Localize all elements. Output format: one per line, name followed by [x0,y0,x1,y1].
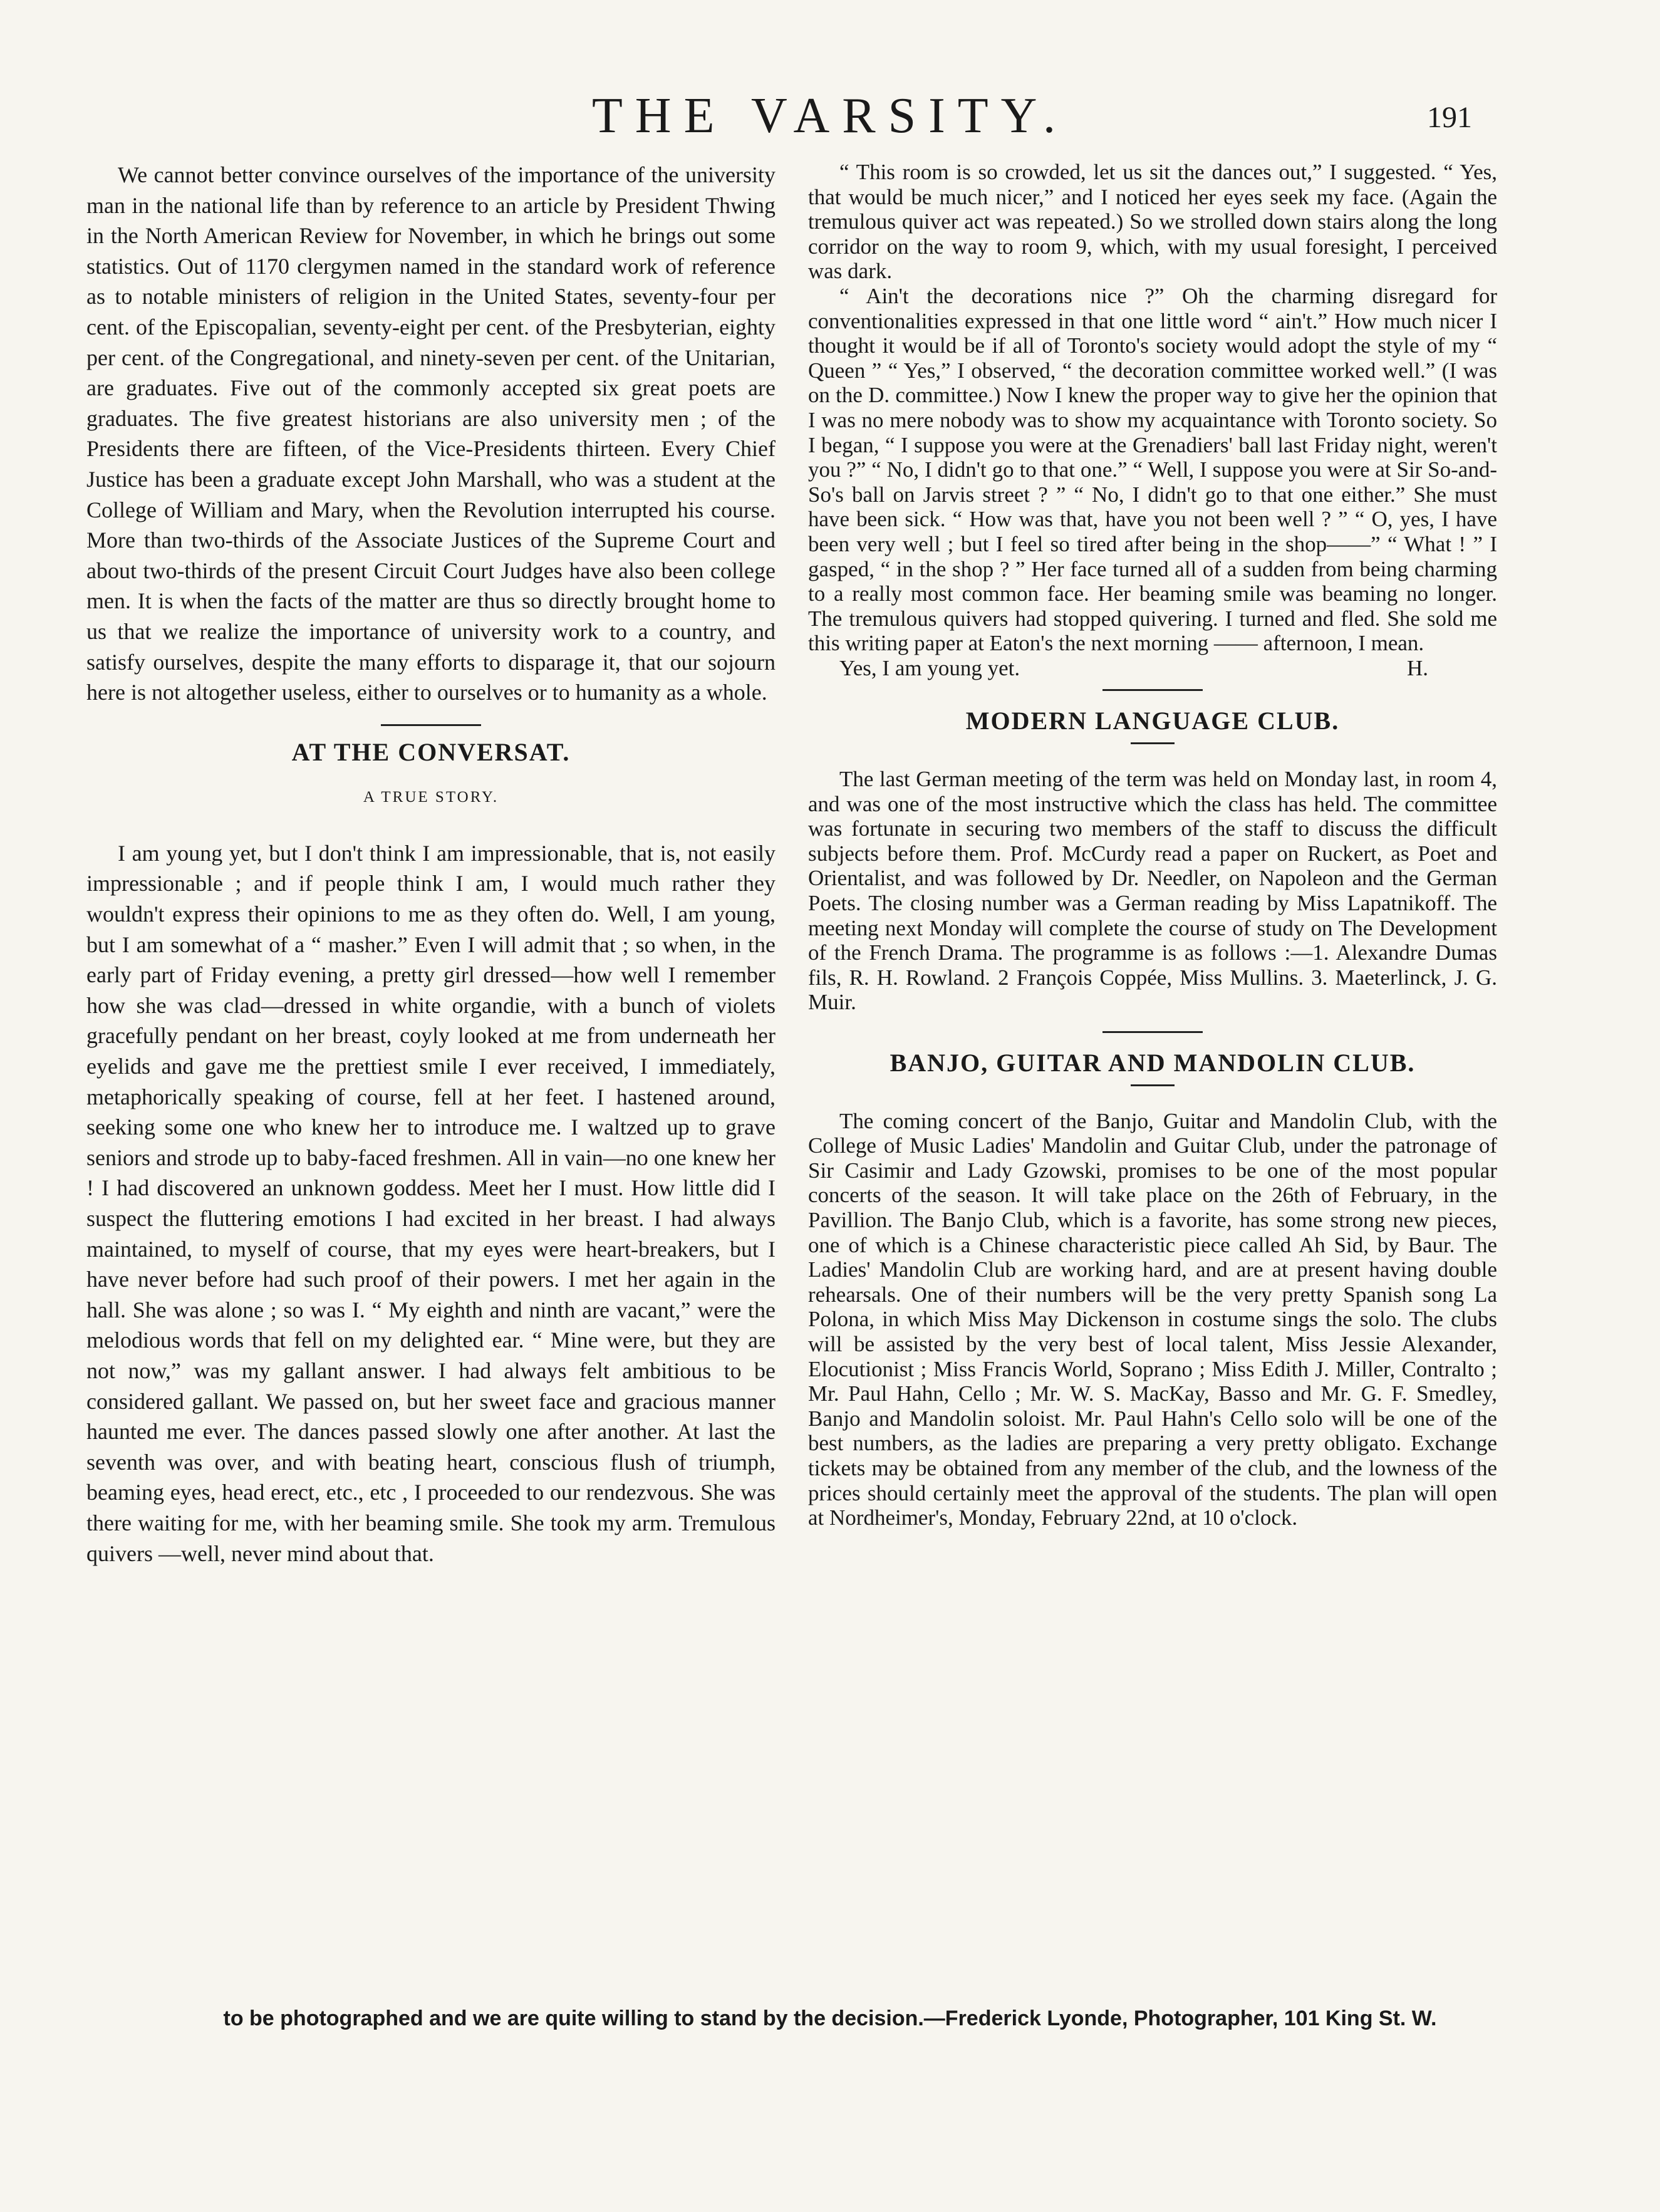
left-column [86,160,776,1569]
story-continuation-2: “ Ain't the decorations nice ?” Oh the charming disregard for conventionalities expressed in that one little word “ ain't.” How much nicer I thought it would be if all of Toronto's society would adopt the style of my “ Queen ” “ Yes,” I observed, “ the decoration committee worked well.” (I was on the D. committee.) Now I knew the proper way to give her the opinion that I was no mere nobody was to show my acquaintance with Toronto society. So I began, “ I suppose you were at the Grenadiers' ball last Friday night, weren't you ?” “ No, I didn't go to that one.” “ Well, I suppose you were at Sir So-and-So's ball on Jarvis street ? ” “ No, I didn't go to that one either.” She must have been sick. “ How was that, have you not been well ? ” “ O, yes, I have been very well ; but I feel so tired after being in the shop——” “ What ! ” I gasped, “ in the shop ? ” Her face turned all of a sudden from being charming to a really most common face. Her beaming smile was beaming no longer. The tremulous quivers had stopped quivering. I turned and fled. She sold me this writing paper at Eaton's the next morning —— afternoon, I mean. [808,283,1497,656]
section-divider [1102,1031,1203,1033]
story-title: AT THE CONVERSAT. [291,737,571,766]
banjo-club-paragraph: The coming concert of the Banjo, Guitar and Mandolin Club, with the College of Music Ladies' Mandolin and Guitar Club, under the patronage of Sir Casimir and Lady Gzowski, promises to be one of the most popular concerts of the season. It will take place on the 26th of February, in the Pavillion. The Banjo Club, which is a favorite, has some strong new pieces, one of which is a Chinese characteristic piece called Ah Sid, by Baur. The Ladies' Mandolin Club are working hard, and are at present having double rehearsals. One of their numbers will be the very pretty Spanish song La Polona, in which Miss May Dickenson in costume sings the solo. The clubs will be assisted by the very best of local talent, Miss Jessie Alexander, Elocutionist ; Miss Francis World, Soprano ; Miss Edith J. Miller, Contralto ; Mr. Paul Hahn, Cello ; Mr. W. S. MacKay, Basso and Mr. G. F. Smedley, Banjo and Mandolin soloist. Mr. Paul Hahn's Cello solo will be one of the best numbers, as the ladies are preparing a very pretty obligato. Exchange tickets may be obtained from any member of the club, and the lowness of the prices should certainly meet the approval of the students. The plan will open at Nordheimer's, Monday, February 22nd, at 10 o'clock. [808,1108,1497,1530]
story-continuation-1: “ This room is so crowded, let us sit the dances out,” I suggested. “ Yes, that would be much nicer,” and I noticed her eyes seek my face. (Again the tremulous quiver act was repeated.) So we strolled down stairs along the long corridor on the way to room 9, which, with my usual foresight, I perceived was dark. [808,160,1497,284]
masthead [0,88,1660,144]
section-divider [1102,689,1203,691]
title-underline [1131,742,1175,744]
right-column [808,160,1497,1530]
banjo-club-title: BANJO, GUITAR AND MANDOLIN CLUB. [890,1049,1416,1077]
newspaper-title: THE VARSITY. [591,88,1069,143]
author-initial: H. [1406,655,1428,680]
modern-language-club-title: MODERN LANGUAGE CLUB. [965,707,1340,735]
footer-advertisement: to be photographed and we are quite willing to stand by the decision.—Frederick Lyonde, Photographer, 101 King St. W. [223,2007,1437,2030]
intro-paragraph: We cannot better convince ourselves of the importance of the university man in the national life than by reference to an article by President Thwing in the North American Review for November, in which he brings out some statistics. Out of 1170 clergymen named in the standard work of reference as to notable ministers of religion in the United States, seventy-four per cent. of the Episcopalian, seventy-eight per cent. of the Presbyterian, eighty per cent. of the Congregational, and ninety-seven per cent. of the Unitarian, are graduates. Five out of the commonly accepted six great poets are graduates. The five greatest historians are also university men ; of the Presidents there are fifteen, of the Vice-Presidents thirteen. Every Chief Justice has been a graduate except John Marshall, who was a student at the College of William and Mary, when the Revolution interrupted his course. More than two-thirds of the Associate Justices of the Supreme Court and about two-thirds of the present Circuit Court Judges have also been college men. It is when the facts of the matter are thus so directly brought home to us that we realize the importance of university work to a country, and satisfy ourselves, despite the many efforts to disparage it, that our sojourn here is not altogether useless, either to ourselves or to humanity as a whole. [86,162,776,705]
page-number: 191 [1427,101,1472,134]
modern-language-club-paragraph: The last German meeting of the term was held on Monday last, in room 4, and was one of the most instructive which the class has held. The committee was fortunate in securing two members of the staff to discuss the difficult subjects before them. Prof. McCurdy read a paper on Ruckert, as Poet and Orientalist, and was followed by Dr. Needler, on Napoleon and the German Poets. The closing number was a German reading by Miss Lapatnikoff. The meeting next Monday will complete the course of study on The Development of the French Drama. The programme is as follows :—1. Alexandre Dumas fils, R. H. Rowland. 2 François Coppée, Miss Mullins. 3. Maeterlinck, J. G. Muir. [808,767,1497,1015]
story-signoff [808,656,1497,681]
section-divider [381,724,481,726]
signoff-text: Yes, I am young yet. [839,655,1020,680]
story-paragraph: I am young yet, but I don't think I am impressionable, that is, not easily impressionable ; and if people think I am, I would much rather they wouldn't express their opinions to me as they often do. Well, I am young, but I am somewhat of a “ masher.” Even I will admit that ; so when, in the early part of Friday evening, a pretty girl dressed—how well I remember how she was clad—dressed in white organdie, with a bunch of violets gracefully pendant on her breast, coyly looked at me from underneath her eyelids and gave me the prettiest smile I ever received, I immediately, metaphorically speaking of course, fell at her feet. I hastened around, seeking some one who knew her to introduce me. I waltzed up to grave seniors and strode up to baby-faced freshmen. All in vain—no one knew her ! I had discovered an unknown goddess. Meet her I must. How little did I suspect the fluttering emotions I had excited in her breast. I had always maintained, to myself of course, that my eyes were heart-breakers, but I have never before had such proof of their powers. I met her again in the hall. She was alone ; so was I. “ My eighth and ninth are vacant,” were the melodious words that fell on my delighted ear. “ Mine were, but they are not now,” was my gallant answer. I had always felt ambitious to be considered gallant. We passed on, but her sweet face and gracious manner haunted me ever. The dances passed slowly one after another. At last the seventh was over, and with beating heart, conscious flush of triumph, beaming eyes, head erect, etc., etc , I proceeded to our rendezvous. She was there waiting for me, with her beaming smile. She took my arm. Tremulous quivers —well, never mind about that. [86,840,776,1566]
title-underline [1131,1084,1175,1086]
story-subtitle: A TRUE STORY. [363,789,499,806]
